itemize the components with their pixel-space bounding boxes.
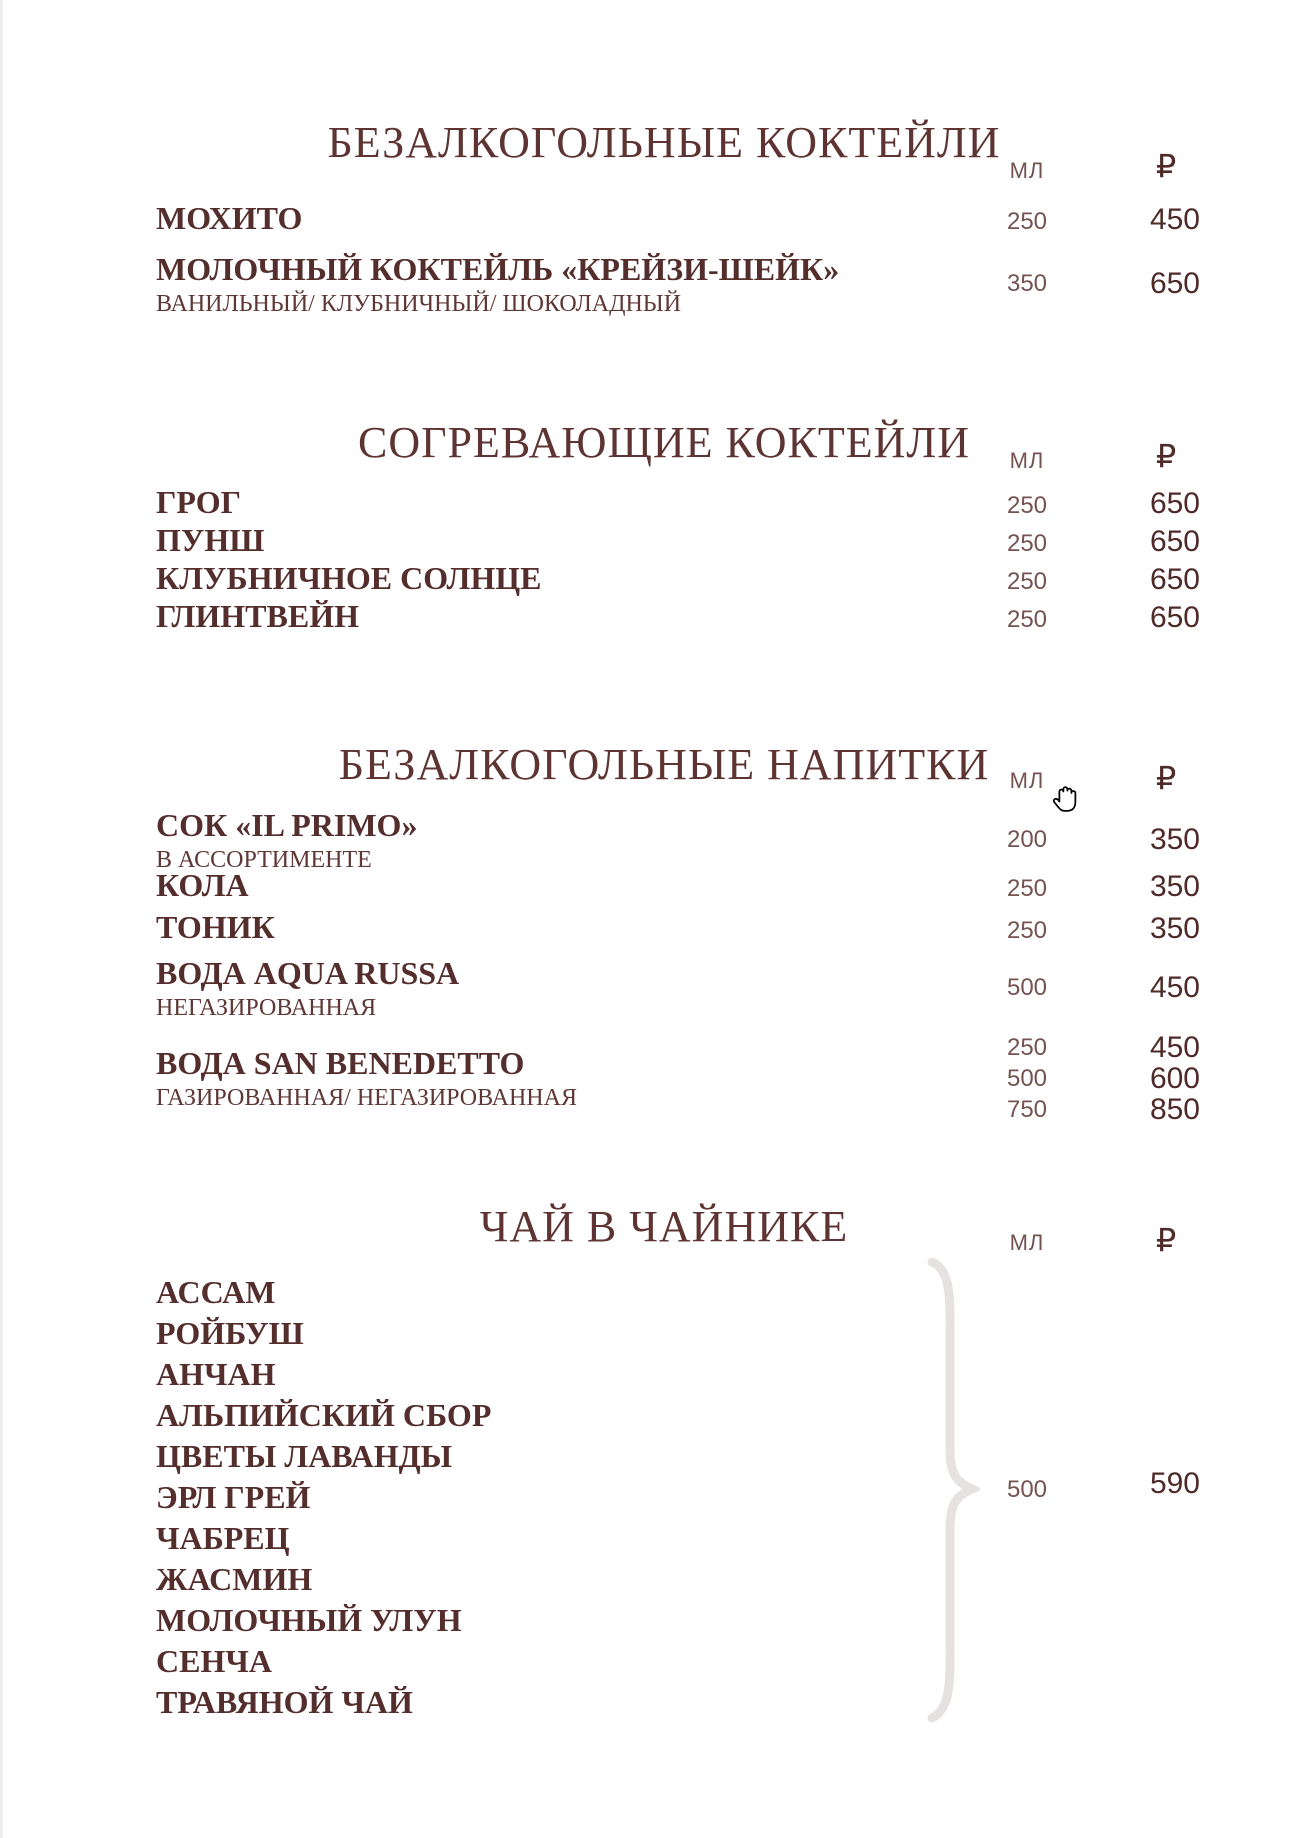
- item-name: ВОДА AQUA RUSSA: [156, 955, 460, 991]
- section-title-nonalcoholic-cocktails: БЕЗАЛКОГОЛЬНЫЕ КОКТЕЙЛИ: [327, 118, 1001, 167]
- item-name: ТОНИК: [156, 909, 275, 945]
- currency-column-header: ₽: [1155, 759, 1177, 797]
- menu-item-row: [156, 865, 1200, 909]
- item-name: ГЛИНТВЕЙН: [156, 598, 359, 634]
- item-price: 850: [1149, 1092, 1200, 1126]
- item-volume: 200: [1006, 826, 1048, 853]
- item-name-block: [156, 953, 987, 1023]
- item-price: 450: [1149, 971, 1200, 1004]
- currency-column-header: ₽: [1155, 437, 1177, 475]
- curly-brace-icon: [924, 1258, 980, 1724]
- item-price: 350: [1149, 870, 1200, 903]
- item-volume: 250: [1006, 917, 1048, 944]
- item-volume: 750: [1006, 1095, 1048, 1123]
- item-price: 450: [1149, 1030, 1200, 1064]
- tea-list-item: АНЧАН: [156, 1356, 276, 1392]
- item-volume: 350: [1006, 270, 1048, 297]
- menu-item-row: [156, 1030, 1200, 1126]
- item-name: КЛУБНИЧНОЕ СОЛНЦЕ: [156, 560, 542, 596]
- item-volume: 500: [1006, 1064, 1048, 1092]
- item-volume-list: [987, 1032, 1067, 1125]
- item-price: 650: [1149, 487, 1200, 520]
- tea-list-item: ЦВЕТЫ ЛАВАНДЫ: [156, 1438, 453, 1474]
- section-title-nonalcoholic-drinks: БЕЗАЛКОГОЛЬНЫЕ НАПИТКИ: [338, 740, 990, 789]
- item-price: 600: [1149, 1061, 1200, 1095]
- item-name-block: [156, 249, 987, 319]
- volume-column-header: МЛ: [1009, 158, 1045, 183]
- item-name: СОК «IL PRIMO»: [156, 807, 418, 843]
- section-title-tea-in-teapot: ЧАЙ В ЧАЙНИКЕ: [479, 1202, 849, 1251]
- item-price: 450: [1149, 203, 1200, 236]
- item-volume: 250: [1006, 530, 1048, 557]
- item-subtitle: В АССОРТИМЕНТЕ: [156, 847, 372, 873]
- tea-list-item: МОЛОЧНЫЙ УЛУН: [156, 1602, 462, 1638]
- item-name: ВОДА SAN BENEDETTO: [156, 1045, 525, 1081]
- currency-column-header: ₽: [1155, 147, 1177, 185]
- item-name-block: [156, 1043, 987, 1113]
- item-volume: 250: [1006, 568, 1048, 595]
- tea-price: 590: [1149, 1467, 1200, 1500]
- tea-list-item: АЛЬПИЙСКИЙ СБОР: [156, 1397, 492, 1433]
- item-price: 650: [1149, 525, 1200, 558]
- section-title-warming-cocktails: СОГРЕВАЮЩИЕ КОКТЕЙЛИ: [357, 418, 971, 467]
- item-name: МОХИТО: [156, 200, 303, 236]
- volume-column-header: МЛ: [1009, 768, 1045, 793]
- tea-list-item: РОЙБУШ: [156, 1315, 304, 1351]
- item-subtitle: НЕГАЗИРОВАННАЯ: [156, 995, 377, 1021]
- tea-variety-list: [156, 1272, 856, 1723]
- menu-item-row: [156, 953, 1200, 1023]
- tea-volume: 500: [1006, 1476, 1048, 1503]
- tea-list-item: ЧАБРЕЦ: [156, 1520, 290, 1556]
- item-subtitle: ГАЗИРОВАННАЯ/ НЕГАЗИРОВАННАЯ: [156, 1085, 577, 1111]
- menu-item-row: [156, 596, 1200, 640]
- tea-list-item: ЖАСМИН: [156, 1561, 313, 1597]
- page-edge-line: [0, 0, 3, 1838]
- item-price-list: [1080, 1032, 1200, 1125]
- item-volume: 250: [1006, 606, 1048, 633]
- currency-column-header: ₽: [1155, 1221, 1177, 1259]
- tea-list-item: СЕНЧА: [156, 1643, 272, 1679]
- volume-column-header: МЛ: [1009, 1230, 1045, 1255]
- tea-list-item: ЭРЛ ГРЕЙ: [156, 1479, 311, 1515]
- item-price: 650: [1149, 267, 1200, 300]
- item-price: 650: [1149, 601, 1200, 634]
- item-name: КОЛА: [156, 867, 249, 903]
- item-subtitle: ВАНИЛЬНЫЙ/ КЛУБНИЧНЫЙ/ ШОКОЛАДНЫЙ: [156, 291, 682, 317]
- item-name: ГРОГ: [156, 484, 241, 520]
- menu-item-row: [156, 242, 1200, 326]
- item-volume: 250: [1006, 492, 1048, 519]
- tea-list-item: АССАМ: [156, 1274, 276, 1310]
- tea-list-item: ТРАВЯНОЙ ЧАЙ: [156, 1684, 413, 1720]
- item-volume: 500: [1006, 974, 1048, 1001]
- item-volume: 250: [1006, 875, 1048, 902]
- item-volume: 250: [1006, 208, 1048, 235]
- item-volume: 250: [1006, 1033, 1048, 1061]
- item-name: МОЛОЧНЫЙ КОКТЕЙЛЬ «КРЕЙЗИ-ШЕЙК»: [156, 251, 840, 287]
- menu-item-row: [156, 907, 1200, 951]
- menu-item-row: [156, 198, 1200, 242]
- item-name: ПУНШ: [156, 522, 265, 558]
- volume-column-header: МЛ: [1009, 448, 1045, 473]
- item-price: 350: [1149, 823, 1200, 856]
- item-price: 350: [1149, 912, 1200, 945]
- item-price: 650: [1149, 563, 1200, 596]
